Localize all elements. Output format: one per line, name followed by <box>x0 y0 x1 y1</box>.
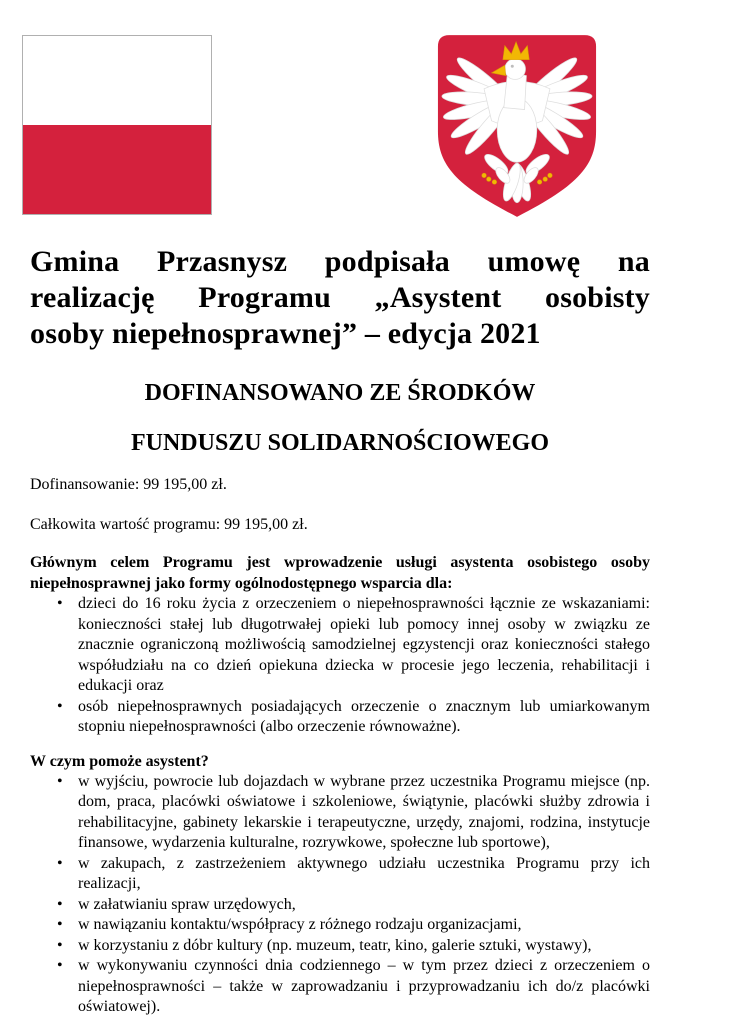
list-item: • w korzystaniu z dóbr kultury (np. muzeum, teatr, kino, galerie sztuki, wystawy), <box>78 936 650 957</box>
list-item: • w zakupach, z zastrzeżeniem aktywnego udziału uczestnika Programu przy ich realizacji, <box>78 854 650 895</box>
list-item: • w załatwianiu spraw urzędowych, <box>78 895 650 916</box>
list-item: • w nawiązaniu kontaktu/współpracy z różnego rodzaju organizacjami, <box>78 915 650 936</box>
funding-amount: Dofinansowanie: 99 195,00 zł. <box>30 476 227 493</box>
page-title <box>30 244 650 352</box>
list-item: • w wyjściu, powrocie lub dojazdach w wybrane przez uczestnika Programu miejsce (np. dom, praca, placówki oświatowe i szkoleniowe, świątynie, placówki służby zdrowia i rehabilitacyjne, gabinety lekarskie i terapeutyczne, urzędy, znajomi, rodzina, instytucje finansowe, wydarzenia kulturalne, rozrywkowe, społeczne lub sportowe), <box>78 772 650 854</box>
funding-total: Całkowita wartość programu: 99 195,00 zł. <box>30 515 308 533</box>
title-line-3: osoby niepełnosprawnej” – edycja 2021 <box>30 317 541 350</box>
list-item: • w wykonywaniu czynności dnia codziennego – w tym przez dzieci z orzeczeniem o niepełnosprawności – także w zaprowadzaniu i przyprowadzaniu ich do/z placówki oświatowej). <box>78 956 650 1018</box>
list-item: • dzieci do 16 roku życia z orzeczeniem o niepełnosprawności łącznie ze wskazaniami: konieczności stałej lub długotrwałej opieki lub pomocy innej osoby w związku ze znacznie ograniczoną możliwością samodzielnej egzystencji oraz konieczności stałego współudziału na co dzień opiekuna dziecka w procesie jego leczenia, rehabilitacji i edukacji oraz <box>78 594 650 697</box>
program-goal-intro: Głównym celem Programu jest wprowadzenie usługi asystenta osobistego osoby niepełnosprawnej jako formy ogólnodostępnego wsparcia dla: <box>30 554 650 592</box>
document-body <box>30 0 650 1018</box>
funding-heading-line-1: DOFINANSOWANO ZE ŚRODKÓW <box>144 380 536 406</box>
funding-heading-line-2: FUNDUSZU SOLIDARNOŚCIOWEGO <box>130 430 550 456</box>
title-line-1: Gmina Przasnysz podpisała umowę na <box>30 245 650 278</box>
list-item: • osób niepełnosprawnych posiadających orzeczenie o znacznym lub umiarkowanym stopniu niepełnosprawności (albo orzeczenie równoważne). <box>78 697 650 738</box>
program-goal-list <box>30 594 650 738</box>
assistant-help-list <box>30 772 650 1018</box>
assistant-help-heading: W czym pomoże asystent? <box>30 752 209 770</box>
title-line-2: realizację Programu „Asystent osobisty <box>30 281 650 314</box>
